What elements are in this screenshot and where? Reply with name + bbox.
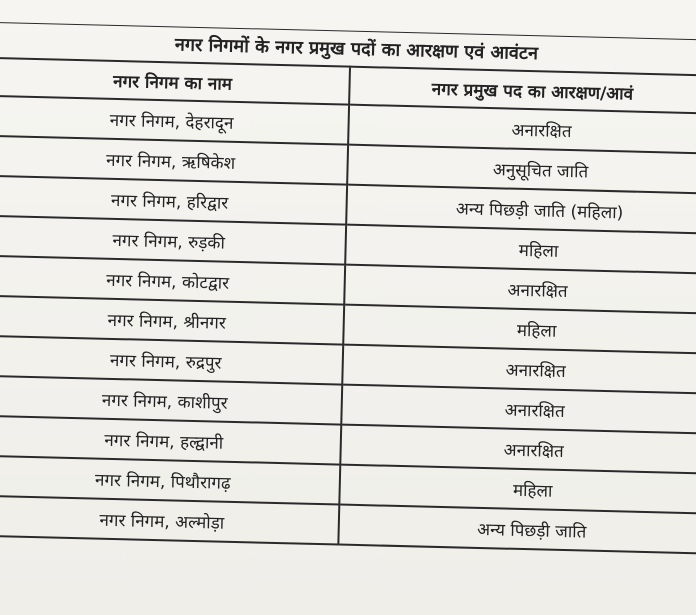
reservation-table (0, 22, 696, 554)
column-header-reservation: नगर प्रमुख पद का आरक्षण/आवं (349, 67, 696, 114)
reservation-value: अनारक्षित (348, 105, 696, 154)
reservation-value: अन्य पिछड़ी जाति (338, 505, 696, 554)
city-name: नगर निगम, पिथौरागढ़ (0, 456, 340, 505)
city-name: नगर निगम, श्रीनगर (0, 296, 344, 345)
reservation-value: अनारक्षित (344, 265, 696, 314)
reservation-value: महिला (339, 465, 696, 514)
city-name: नगर निगम, अल्मोड़ा (0, 496, 339, 545)
city-name: नगर निगम, कोटद्वार (0, 256, 345, 305)
city-name: नगर निगम, रुद्रपुर (0, 336, 343, 385)
reservation-value: अन्य पिछड़ी जाति (महिला) (346, 185, 696, 234)
reservation-value: महिला (345, 225, 696, 274)
reservation-value: अनुसूचित जाति (347, 145, 696, 194)
reservation-value: अनारक्षित (341, 385, 696, 434)
reservation-value: महिला (343, 305, 696, 354)
reservation-value: अनारक्षित (340, 425, 696, 474)
reservation-value: अनारक्षित (342, 345, 696, 394)
city-name: नगर निगम, ऋषिकेश (0, 136, 348, 185)
city-name: नगर निगम, हरिद्वार (0, 176, 347, 225)
city-name: नगर निगम, देहरादून (0, 96, 349, 145)
table-title: नगर निगमों के नगर प्रमुख पदों का आरक्षण एवं आवंटन (0, 23, 696, 76)
column-header-city: नगर निगम का नाम (0, 58, 350, 105)
city-name: नगर निगम, काशीपुर (0, 376, 342, 425)
city-name: नगर निगम, रुड़की (0, 216, 346, 265)
city-name: नगर निगम, हल्द्वानी (0, 416, 341, 465)
